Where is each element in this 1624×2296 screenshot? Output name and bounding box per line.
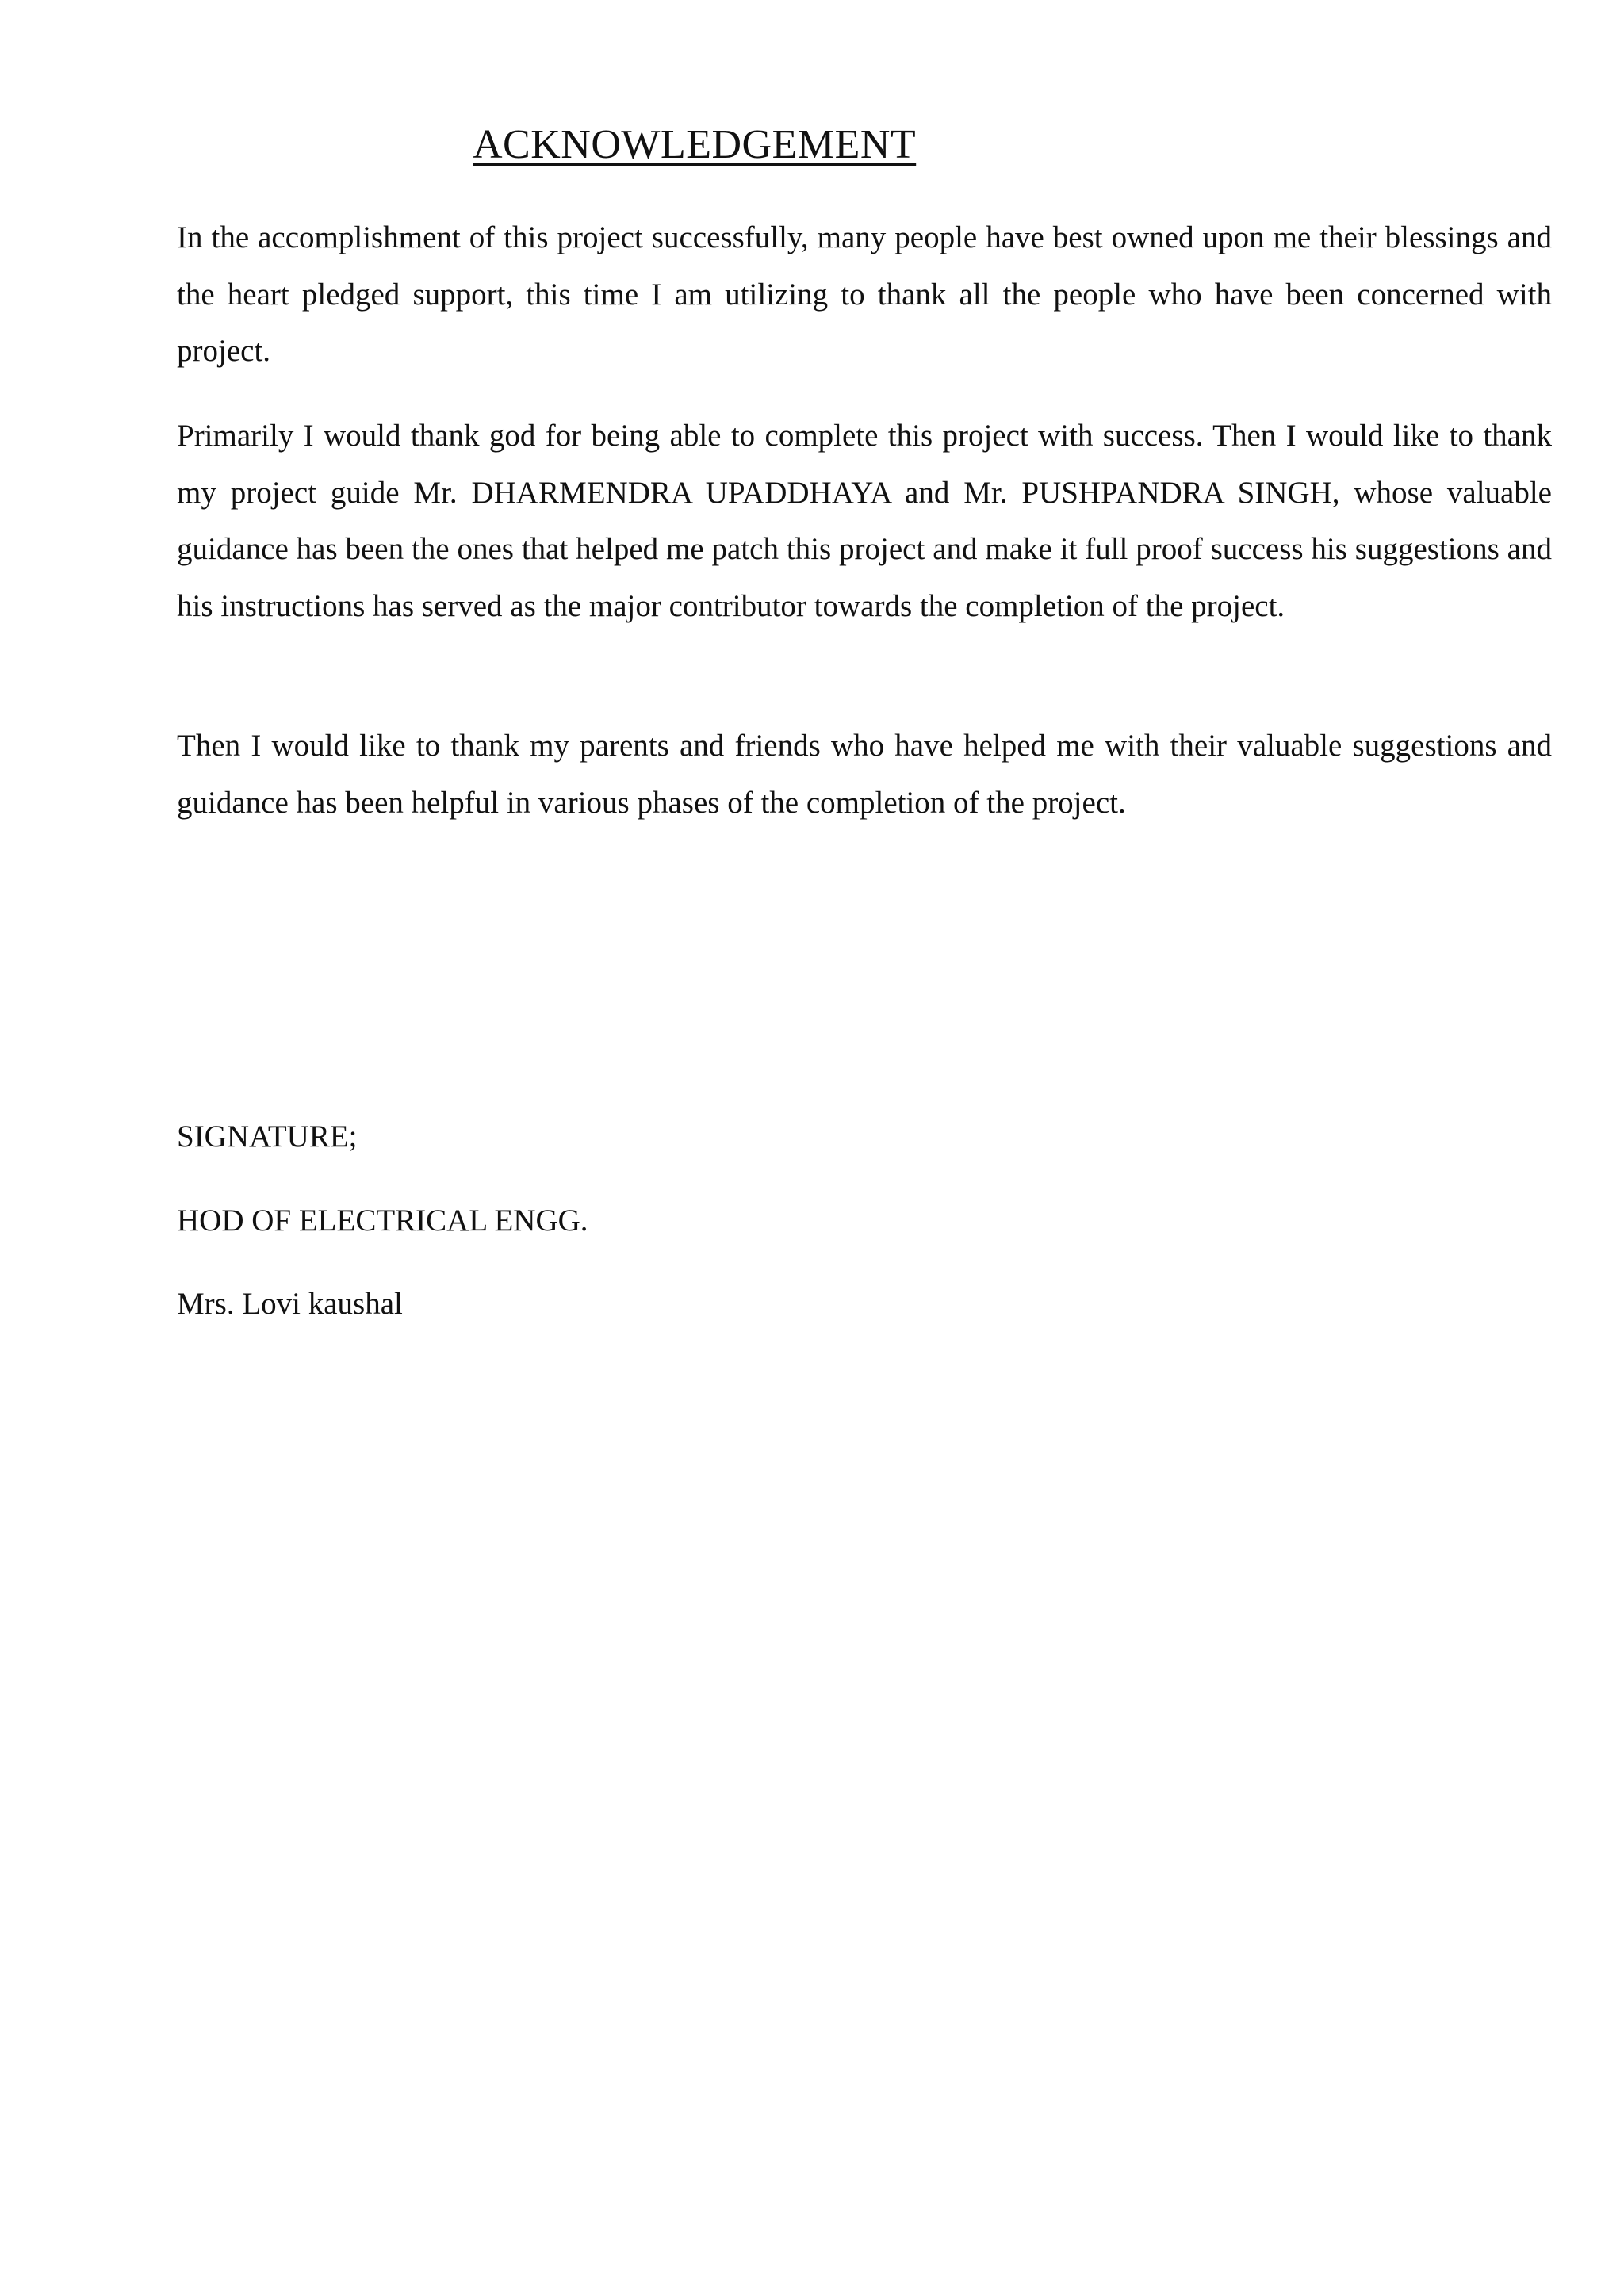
- paragraph-guides: Primarily I would thank god for being able to complete this project with success. Then I would like to thank my project guide Mr. DHARMENDRA UPADDHAYA and Mr. PUSHPANDRA SINGH, whose valuable guidance has been the ones that helped me patch this project and make it full proof success his suggestions and his instructions has served as the major contributor towards the completion of the project.: [177, 419, 1552, 623]
- signature-name: Mrs. Lovi kaushal: [177, 1287, 403, 1321]
- signature-designation: HOD OF ELECTRICAL ENGG.: [177, 1203, 588, 1238]
- paragraph-intro: In the accomplishment of this project successfully, many people have best owned upon me their blessings and the heart pledged support, this time I am utilizing to thank all the people who have been concerned with project.: [177, 220, 1552, 368]
- signature-label: SIGNATURE;: [177, 1119, 358, 1154]
- page-title: ACKNOWLEDGEMENT: [473, 122, 917, 167]
- paragraph-parents-friends: Then I would like to thank my parents and friends who have helped me with their valuable suggestions and guidance has been helpful in various phases of the completion of the project.: [177, 729, 1552, 820]
